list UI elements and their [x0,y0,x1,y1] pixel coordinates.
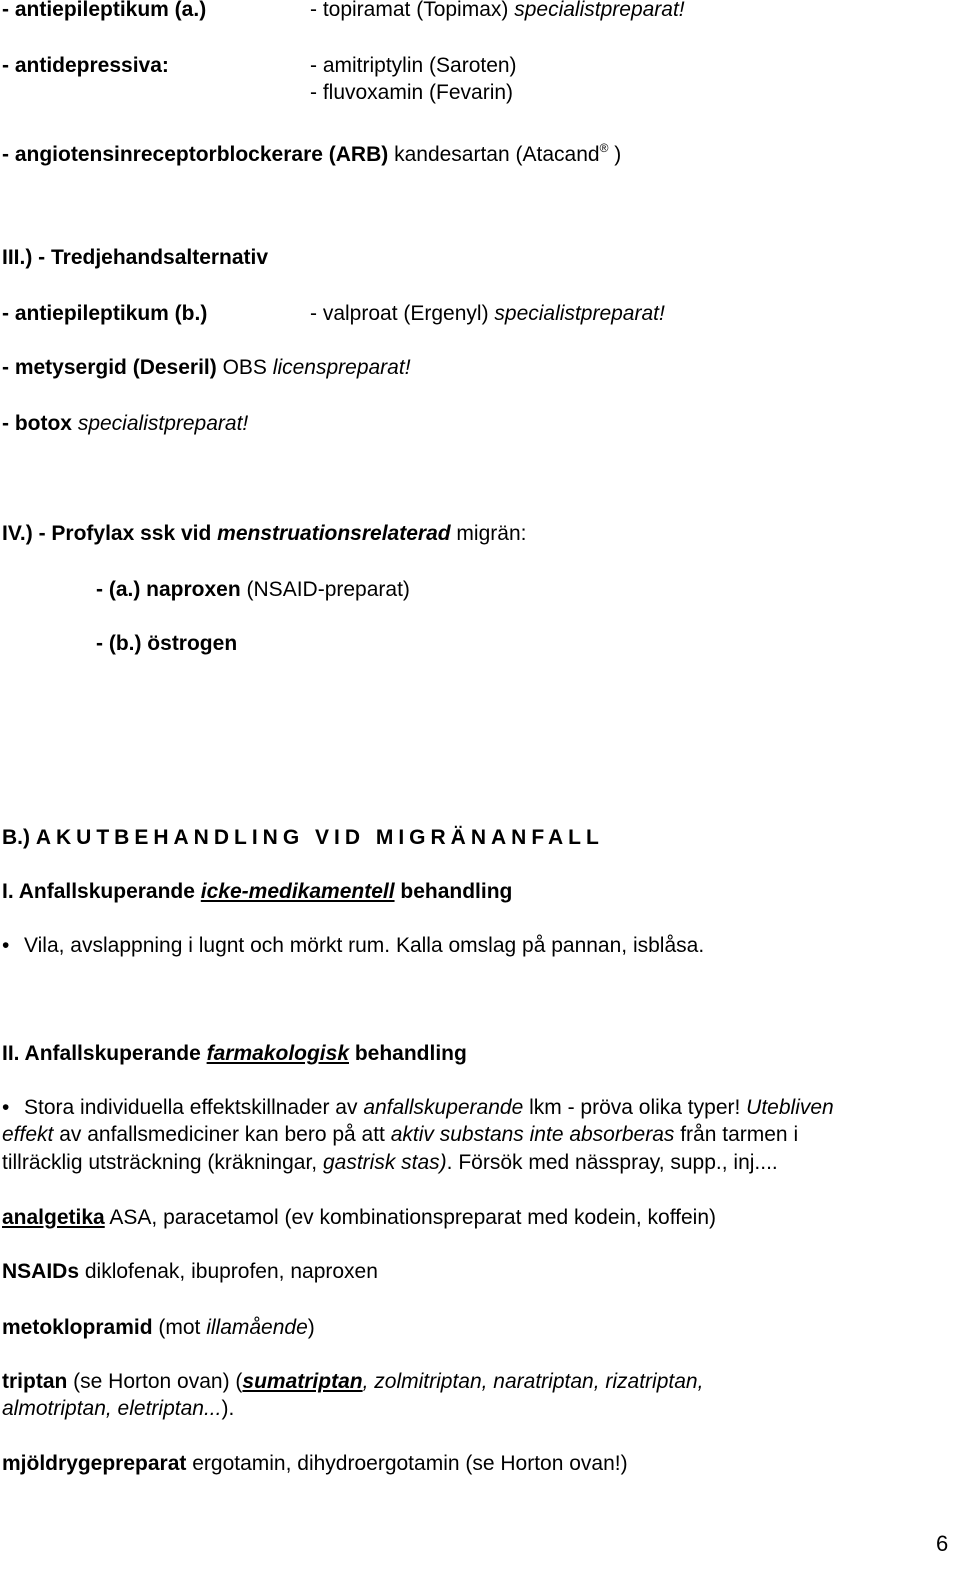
line-botox: - botox specialistpreparat! [2,412,249,435]
line-metysergid: - metysergid (Deseril) OBS licenspreparat! [2,356,411,379]
section-heading-iii: III.) - Tredjehandsalternativ [2,246,269,269]
line-label: - angiotensinreceptorblockerare (ARB) [2,143,389,166]
bullet-item-vila: • Vila, avslappning i lugnt och mörkt rum. Kalla omslag på pannan, isblåsa. [2,934,705,957]
drug-text: kandesartan (Atacand [388,143,600,166]
drug-text: - topiramat (Topimax) specialistpreparat! [310,0,685,21]
drug-class: metoklopramid [2,1316,153,1339]
paragraph-line-2: effekt av anfallsmediciner kan bero på att aktiv substans inte absorberas från tarmen i [2,1123,799,1146]
line-label: - antidepressiva: [2,54,169,77]
line-naproxen: - (a.) naproxen (NSAID-preparat) [96,578,410,601]
line-nsaids: NSAIDs diklofenak, ibuprofen, naproxen [2,1260,378,1283]
subheading-i: I. Anfallskuperande icke-medikamentell behandling [2,880,513,903]
line-label: - antiepileptikum (a.) [2,0,207,21]
line-label: - botox [2,412,72,435]
drug-class: mjöldrygepreparat [2,1452,187,1475]
drug-class: triptan [2,1370,68,1393]
line-mjoldrygepreparat: mjöldrygepreparat ergotamin, dihydroergotamin (se Horton ovan!) [2,1452,628,1475]
bullet-icon: • [2,934,10,957]
paragraph-line-3: tillräcklig utsträckning (kräkningar, gastrisk stas). Försök med nässpray, supp., inj.... [2,1151,778,1174]
bullet-item-stora: • Stora individuella effektskillnader av anfallskuperande lkm - pröva olika typer! Utebliven [2,1096,834,1119]
registered-mark: ® [599,141,609,155]
line-label: - antiepileptikum (b.) [2,302,208,325]
drug-text: - amitriptylin (Saroten) [310,54,517,77]
page-number: 6 [936,1531,949,1556]
drug-class: NSAIDs [2,1260,80,1283]
subheading-ii: II. Anfallskuperande farmakologisk behandling [2,1042,467,1065]
bullet-icon: • [2,1096,10,1119]
drug-class: analgetika [2,1206,105,1229]
line-ostrogen: - (b.) östrogen [96,632,238,655]
drug-text: - fluvoxamin (Fevarin) [310,81,514,104]
section-heading-iv: IV.) - Profylax ssk vid menstruationsrelaterad migrän: [2,522,527,545]
line-arb: - angiotensinreceptorblockerare (ARB) kandesartan (Atacand® ) [2,141,622,166]
line-label: - metysergid (Deseril) [2,356,217,379]
section-heading-b: B.) AKUTBEHANDLING VID MIGRÄNANFALL [2,826,604,849]
drug-text: - valproat (Ergenyl) specialistpreparat! [310,302,665,325]
line-analgetika: analgetika ASA, paracetamol (ev kombinationspreparat med kodein, koffein) [2,1206,716,1229]
line-metoklopramid: metoklopramid (mot illamående) [2,1316,315,1339]
line-triptan: triptan (se Horton ovan) (sumatriptan, zolmitriptan, naratriptan, rizatriptan, [2,1370,704,1393]
line-triptan-cont: almotriptan, eletriptan...). [2,1397,235,1420]
